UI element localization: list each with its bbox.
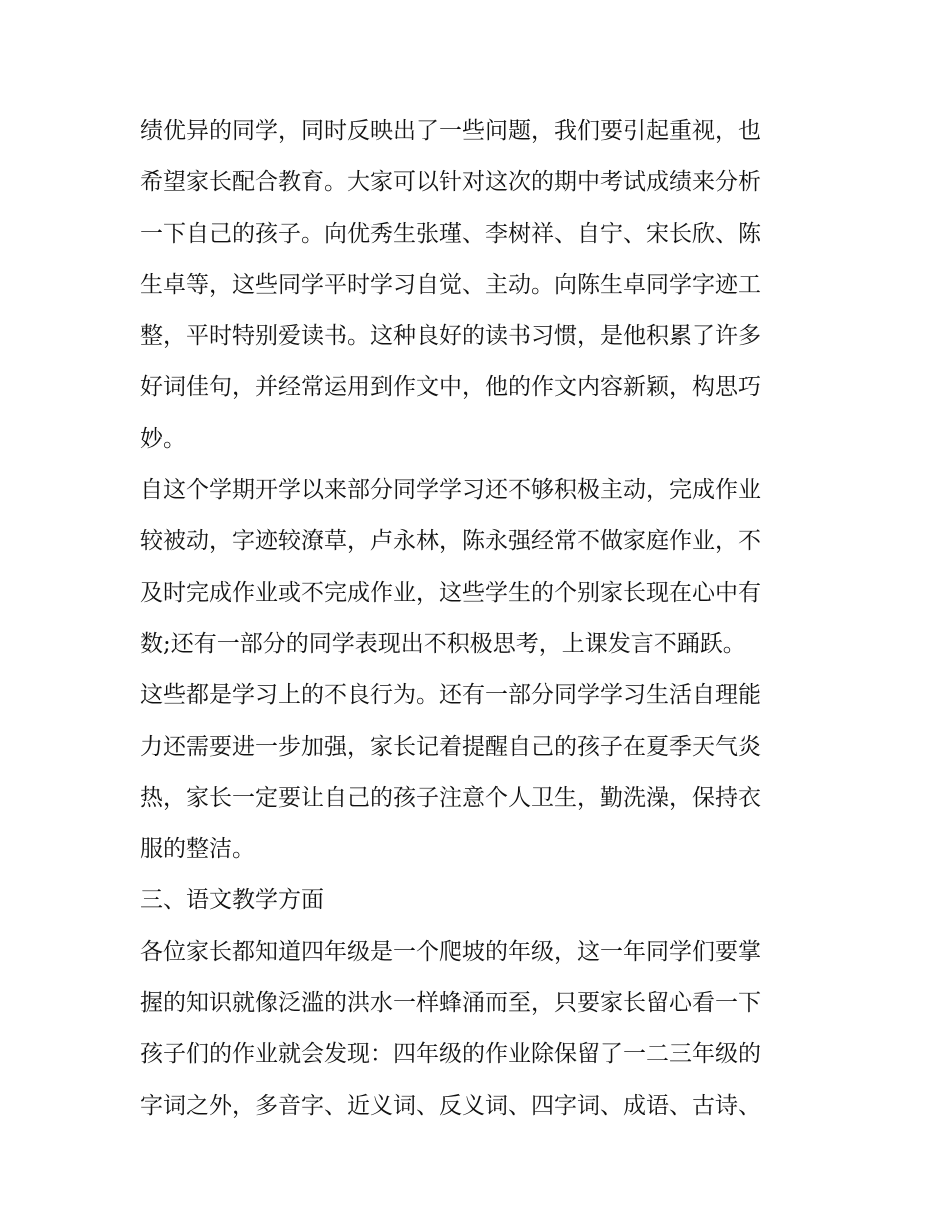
text-line: 服的整洁。 xyxy=(140,836,255,863)
text-line: 自这个学期开学以来部分同学学习还不够积极主动，完成作业 xyxy=(140,477,761,504)
text-line: 数;还有一部分的同学表现出不积极思考，上课发言不踊跃。 xyxy=(140,630,746,657)
text-line: 各位家长都知道四年级是一个爬坡的年级，这一年同学们要掌 xyxy=(140,938,761,965)
text-line: 及时完成作业或不完成作业，这些学生的个别家长现在心中有 xyxy=(140,579,761,606)
text-line: 希望家长配合教育。大家可以针对这次的期中考试成绩来分析 xyxy=(140,169,761,196)
text-line: 妙。 xyxy=(140,425,186,452)
section-heading: 三、语文教学方面 xyxy=(140,887,324,914)
text-line: 握的知识就像泛滥的洪水一样蜂涌而至，只要家长留心看一下 xyxy=(140,990,761,1017)
text-line: 字词之外，多音字、近义词、反义词、四字词、成语、古诗、 xyxy=(140,1092,761,1119)
text-line: 较被动，字迹较潦草，卢永林，陈永强经常不做家庭作业，不 xyxy=(140,528,761,555)
text-line: 孩子们的作业就会发现：四年级的作业除保留了一二三年级的 xyxy=(140,1041,761,1068)
text-line: 这些都是学习上的不良行为。还有一部分同学学习生活自理能 xyxy=(140,682,761,709)
text-line: 生卓等，这些同学平时学习自觉、主动。向陈生卓同学字迹工 xyxy=(140,271,761,298)
text-line: 整，平时特别爱读书。这种良好的读书习惯，是他积累了许多 xyxy=(140,323,761,350)
text-line: 好词佳句，并经常运用到作文中，他的作文内容新颖，构思巧 xyxy=(140,374,761,401)
text-line: 一下自己的孩子。向优秀生张瑾、李树祥、自宁、宋长欣、陈 xyxy=(140,220,761,247)
text-line: 力还需要进一步加强，家长记着提醒自己的孩子在夏季天气炎 xyxy=(140,733,761,760)
body-text xyxy=(140,106,820,1132)
text-line: 绩优异的同学，同时反映出了一些问题，我们要引起重视，也 xyxy=(140,118,761,144)
text-line: 热，家长一定要让自己的孩子注意个人卫生，勤洗澡，保持衣 xyxy=(140,784,761,811)
